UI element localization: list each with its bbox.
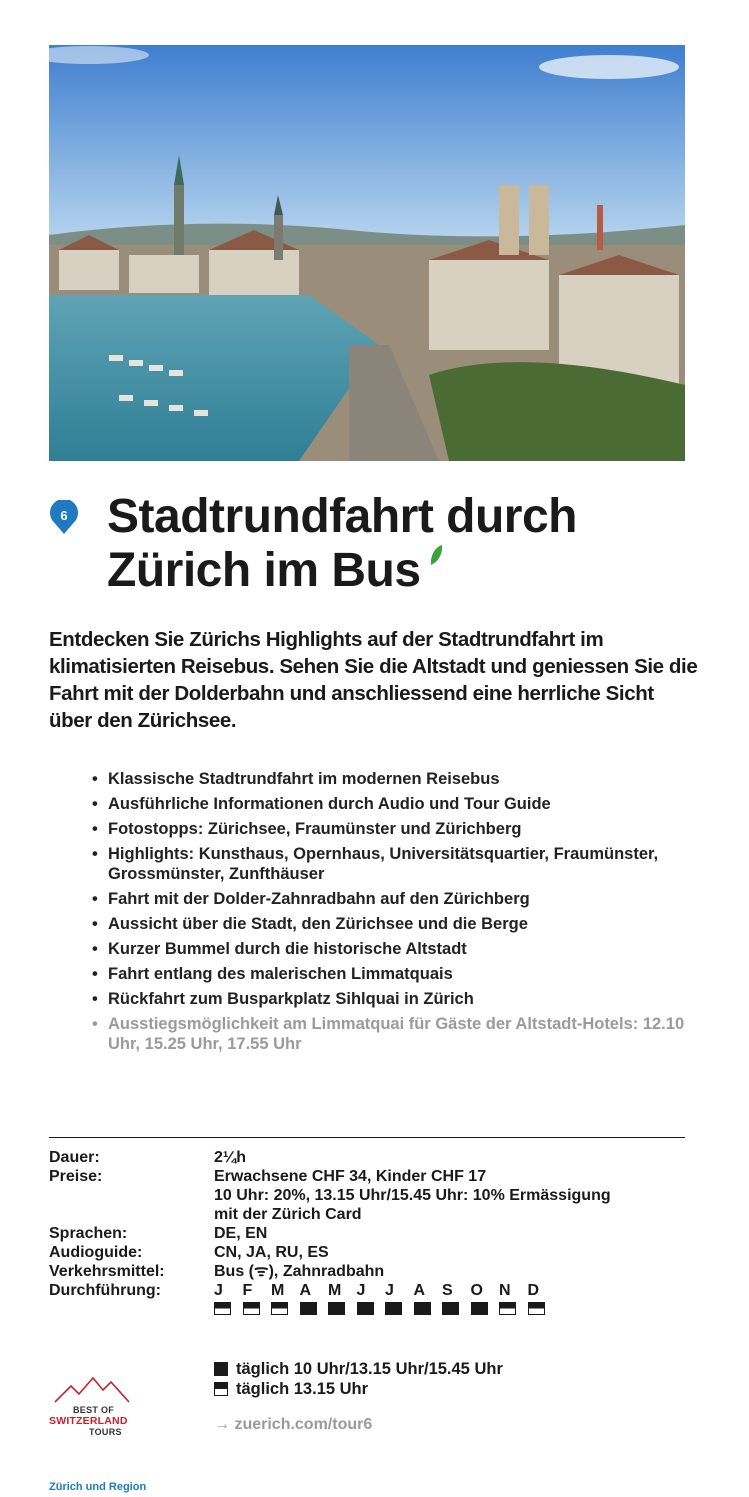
month-schedule-marker: [271, 1302, 288, 1315]
languages-value: DE, EN: [214, 1225, 268, 1242]
month-schedule-marker: [328, 1302, 345, 1315]
month-schedule-marker: [499, 1302, 516, 1315]
month-label: M: [271, 1282, 285, 1299]
list-item: • Rückfahrt zum Busparkplatz Sihlquai in Zürich: [92, 989, 692, 1009]
month-label: M: [328, 1282, 342, 1299]
divider: [49, 1137, 685, 1138]
region-label: Zürich und Region: [49, 1481, 147, 1493]
languages-label: Sprachen:: [49, 1225, 128, 1242]
month-schedule-marker: [385, 1302, 402, 1315]
list-item: • Klassische Stadtrundfahrt im modernen Reisebus: [92, 769, 692, 789]
page-title: Stadtrundfahrt durch Zürich im Bus: [107, 490, 577, 597]
lead-paragraph: Entdecken Sie Zürichs Highlights auf der Stadtrundfahrt im klimatisierten Reisebus. Sehen Sie die Altstadt und geniessen Sie die Fahrt mit der Dolderbahn und anschliessend eine herrliche Sicht über den Zürichsee.: [49, 628, 698, 732]
list-item: • Fahrt mit der Dolder-Zahnradbahn auf den Zürichberg: [92, 889, 692, 909]
legend-full: täglich 10 Uhr/13.15 Uhr/15.45 Uhr: [236, 1360, 503, 1378]
best-of-switzerland-logo: BEST OF SWITZERLAND TOURS: [49, 1372, 139, 1442]
zurich-city-photo: [49, 45, 685, 461]
drop-off-note: • Ausstiegsmöglichkeit am Limmatquai für Gäste der Altstadt-Hotels: 12.10 Uhr, 15.25 Uhr, 17.55 Uhr: [92, 1014, 692, 1054]
month-label: N: [499, 1282, 511, 1299]
tour-number: 6: [60, 508, 68, 523]
schedule-calendar: [214, 1281, 699, 1315]
audioguide-label: Audioguide:: [49, 1244, 143, 1261]
month-schedule-marker: [300, 1302, 317, 1315]
audioguide-value: CN, JA, RU, ES: [214, 1244, 329, 1261]
month-label: A: [299, 1282, 312, 1299]
list-item: • Aussicht über die Stadt, den Zürichsee und die Berge: [92, 914, 692, 934]
month-schedule-marker: [528, 1302, 545, 1315]
mountain-logo-icon: [49, 1372, 139, 1406]
discount-note: mit der Zürich Card: [214, 1206, 362, 1223]
month-schedule-marker: [414, 1302, 431, 1315]
transport-label: Verkehrsmittel:: [49, 1263, 165, 1280]
list-item: • Highlights: Kunsthaus, Opernhaus, Universitätsquartier, Fraumünster, Grossmünster, Zunfthäuser: [92, 844, 692, 884]
discount-value: 10 Uhr: 20%, 13.15 Uhr/15.45 Uhr: 10% Ermässigung: [214, 1187, 611, 1204]
duration-label: Dauer:: [49, 1149, 100, 1166]
month-label: J: [385, 1282, 394, 1299]
month-schedule-marker: [442, 1302, 459, 1315]
leaf-icon: [429, 544, 443, 566]
map-pin-icon: [49, 500, 79, 534]
month-label: D: [527, 1282, 540, 1299]
month-label: O: [470, 1282, 483, 1299]
list-item: • Fotostopps: Zürichsee, Fraumünster und Zürichberg: [92, 819, 692, 839]
prices-label: Preise:: [49, 1168, 103, 1185]
month-schedule-marker: [214, 1302, 231, 1315]
full-schedule-icon: [214, 1362, 228, 1376]
schedule-legend: [214, 1359, 503, 1399]
month-label: F: [242, 1282, 253, 1299]
legend-half: täglich 13.15 Uhr: [236, 1380, 369, 1398]
month-label: J: [214, 1282, 223, 1299]
month-schedule-marker: [471, 1302, 488, 1315]
list-item: • Fahrt entlang des malerischen Limmatquais: [92, 964, 692, 984]
transport-value: Bus (ᯤ), Zahnradbahn: [214, 1263, 385, 1280]
duration-value: 2¼h: [214, 1149, 247, 1166]
tour-facts: [49, 1148, 699, 1315]
hero-image: [49, 45, 685, 461]
month-schedule-marker: [243, 1302, 260, 1315]
prices-value: Erwachsene CHF 34, Kinder CHF 17: [214, 1168, 487, 1185]
tour-link[interactable]: → zuerich.com/tour6: [214, 1416, 373, 1433]
list-item: • Ausführliche Informationen durch Audio und Tour Guide: [92, 794, 692, 814]
schedule-label: Durchführung:: [49, 1282, 161, 1299]
half-schedule-icon: [214, 1382, 228, 1396]
highlights-list: [92, 769, 692, 1059]
list-item: • Kurzer Bummel durch die historische Altstadt: [92, 939, 692, 959]
month-schedule-marker: [357, 1302, 374, 1315]
month-label: A: [413, 1282, 426, 1299]
month-label: J: [356, 1282, 366, 1299]
month-label: S: [442, 1282, 453, 1299]
